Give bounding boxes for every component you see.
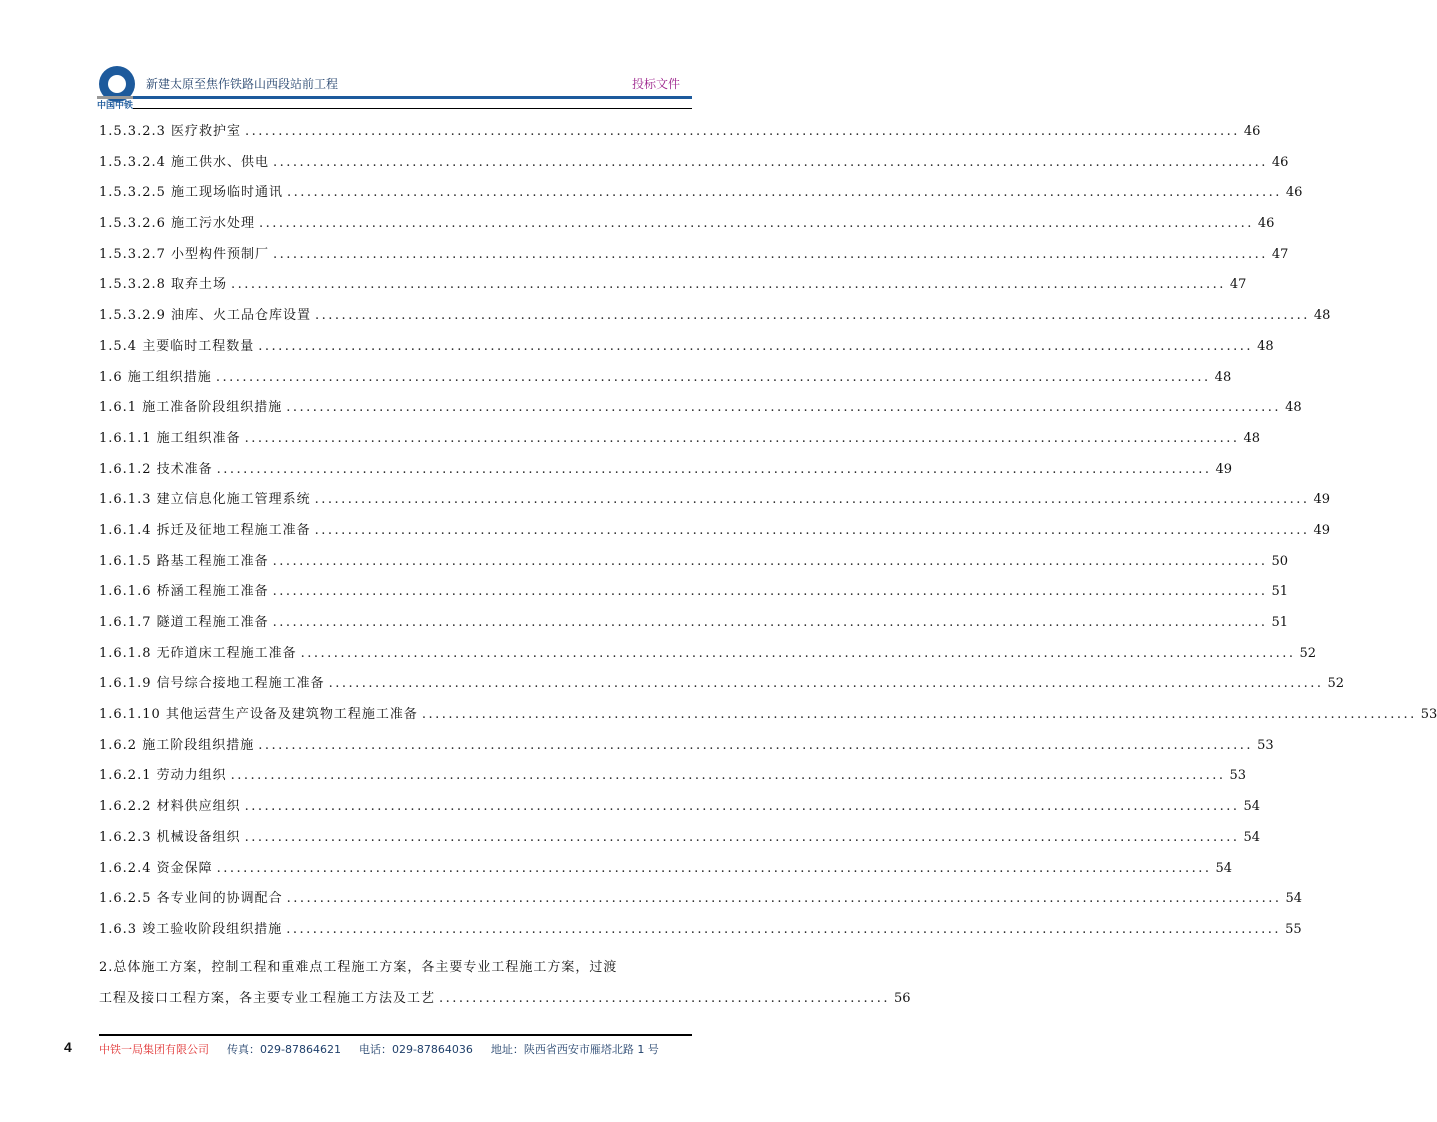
- table-of-contents: [99, 122, 1437, 951]
- toc-page-number: 53: [1229, 768, 1247, 784]
- toc-leader-dots: ......................................................................................................................................................: [230, 768, 1226, 784]
- footer-fax: 传真：029-87864621: [227, 1043, 341, 1056]
- toc-entry[interactable]: [99, 920, 1302, 951]
- toc-page-number: 49: [1313, 522, 1331, 538]
- footer-phone: 电话：029-87864036: [358, 1043, 473, 1056]
- toc-leader-dots: ......................................................................................................................................................: [231, 277, 1226, 293]
- toc-entry-title: 1.6.1.9 信号综合接地工程施工准备: [99, 676, 325, 692]
- toc-page-number: 48: [1257, 338, 1274, 354]
- toc-entry[interactable]: [99, 582, 1289, 613]
- toc-page-number: 49: [1313, 492, 1331, 508]
- toc-entry-title: 1.6.2.4 资金保障: [99, 860, 213, 876]
- toc-leader-dots: ......................................................................................................................................................: [272, 553, 1268, 569]
- page-number: 4: [64, 1039, 72, 1055]
- toc-entry-title: 1.6.1.5 路基工程施工准备: [99, 553, 269, 569]
- toc-leader-dots: ......................................................................................................................................................: [273, 154, 1268, 170]
- toc-entry-title: 1.5.3.2.6 施工污水处理: [99, 216, 256, 232]
- toc-page-number: 47: [1229, 277, 1247, 293]
- toc-leader-dots: ......................................................................................................................................................: [287, 185, 1282, 201]
- toc-entry[interactable]: [99, 398, 1302, 429]
- toc-entry[interactable]: [99, 245, 1289, 276]
- toc-entry-title: 1.5.3.2.9 油库、火工品仓库设置: [99, 308, 312, 324]
- toc-entry[interactable]: [99, 828, 1261, 859]
- toc-entry-title: 1.6.3 竣工验收阶段组织措施: [99, 921, 283, 937]
- toc-page-number: 48: [1313, 308, 1331, 324]
- toc-leader-dots: ......................................................................................................................................................: [314, 522, 1310, 538]
- toc-leader-dots: ......................................................................................................................................................: [286, 891, 1282, 907]
- toc-entry-title: 1.6 施工组织措施: [99, 369, 212, 385]
- toc-page-number: 56: [894, 991, 911, 1006]
- toc-page-number: 46: [1285, 185, 1303, 201]
- toc-entry-title: 1.6.1.4 拆迁及征地工程施工准备: [99, 522, 311, 538]
- toc-entry-title: 1.5.3.2.4 施工供水、供电: [99, 154, 270, 170]
- toc-leader-dots: ......................................................................................................................................................: [216, 860, 1212, 876]
- toc-leader-dots: ....................................................................: [439, 991, 891, 1006]
- toc-entry-title: 1.5.3.2.7 小型构件预制厂: [99, 246, 270, 262]
- toc-page-number: 48: [1214, 369, 1232, 385]
- toc-entry-title: 1.6.1.6 桥涵工程施工准备: [99, 584, 269, 600]
- logo-text: 中国中铁: [97, 101, 134, 111]
- toc-page-number: 48: [1243, 430, 1261, 446]
- toc-page-number: 54: [1243, 829, 1261, 845]
- toc-leader-dots: ......................................................................................................................................................: [258, 737, 1254, 753]
- toc-page-number: 53: [1420, 707, 1437, 723]
- toc-entry-title: 1.6.1.1 施工组织准备: [99, 430, 241, 446]
- toc-entry-title: 1.5.3.2.3 医疗救护室: [99, 124, 242, 139]
- toc-leader-dots: ......................................................................................................................................................: [215, 369, 1211, 385]
- toc-leader-dots: ......................................................................................................................................................: [244, 799, 1240, 815]
- toc-leader-dots: ......................................................................................................................................................: [216, 461, 1212, 477]
- toc-entry-title: 1.6.2.1 劳动力组织: [99, 768, 227, 784]
- toc-page-number: 49: [1215, 461, 1233, 477]
- toc-entry[interactable]: [99, 275, 1247, 306]
- toc-leader-dots: ......................................................................................................................................................: [272, 615, 1268, 630]
- footer-divider: [99, 1034, 692, 1036]
- toc-entry[interactable]: [99, 736, 1274, 767]
- toc-entry[interactable]: [99, 337, 1274, 368]
- toc-leader-dots: ......................................................................................................................................................: [259, 216, 1254, 232]
- toc-entry[interactable]: [99, 797, 1261, 828]
- toc-entry[interactable]: [99, 183, 1303, 214]
- header-divider: [97, 96, 133, 99]
- toc-leader-dots: ......................................................................................................................................................: [421, 707, 1417, 723]
- toc-entry-title-line1: 2.总体施工方案，控制工程和重难点工程施工方案，各主要专业工程施工方案，过渡: [99, 960, 618, 975]
- toc-leader-dots: ......................................................................................................................................................: [245, 124, 1240, 139]
- toc-page-number: 48: [1285, 400, 1302, 416]
- toc-page-number: 54: [1215, 860, 1233, 876]
- toc-entry-title: 1.5.3.2.8 取弃土场: [99, 277, 228, 293]
- header-doc-type: 投标文件: [631, 77, 680, 91]
- toc-page-number: 53: [1257, 737, 1274, 753]
- toc-leader-dots: ......................................................................................................................................................: [244, 430, 1240, 446]
- toc-entry[interactable]: [99, 705, 1437, 736]
- toc-entry[interactable]: [99, 521, 1331, 552]
- toc-page-number: 54: [1285, 891, 1303, 907]
- toc-entry-title-line2: 工程及接口工程方案，各主要专业工程施工方法及工艺: [99, 991, 436, 1006]
- toc-leader-dots: ......................................................................................................................................................: [272, 584, 1268, 600]
- footer-address: 地址：陕西省西安市雁塔北路 1 号: [490, 1043, 659, 1056]
- toc-page-number: 47: [1271, 246, 1289, 262]
- toc-leader-dots: ......................................................................................................................................................: [300, 645, 1296, 661]
- toc-leader-dots: ......................................................................................................................................................: [273, 246, 1268, 262]
- footer: [99, 1041, 659, 1057]
- toc-page-number: 46: [1257, 216, 1275, 232]
- toc-leader-dots: ......................................................................................................................................................: [315, 308, 1310, 324]
- toc-page-number: 52: [1327, 676, 1345, 692]
- toc-entry[interactable]: [99, 429, 1261, 460]
- toc-entry-title: 1.6.2.3 机械设备组织: [99, 829, 241, 845]
- toc-entry[interactable]: [99, 644, 1317, 675]
- toc-entry-title: 1.6.1.8 无砟道床工程施工准备: [99, 645, 297, 661]
- toc-entry[interactable]: [99, 490, 1331, 521]
- header-project-title: 新建太原至焦作铁路山西段站前工程: [146, 77, 339, 91]
- toc-leader-dots: ......................................................................................................................................................: [258, 338, 1254, 354]
- header-divider: [133, 108, 692, 109]
- toc-leader-dots: ......................................................................................................................................................: [286, 400, 1282, 416]
- toc-leader-dots: ......................................................................................................................................................: [328, 676, 1324, 692]
- toc-entry[interactable]: [99, 766, 1247, 797]
- toc-entry-title: 1.5.3.2.5 施工现场临时通讯: [99, 185, 284, 201]
- toc-entry[interactable]: [99, 859, 1233, 890]
- toc-entry[interactable]: [99, 153, 1289, 184]
- toc-entry[interactable]: [99, 889, 1303, 920]
- toc-leader-dots: ......................................................................................................................................................: [314, 492, 1310, 508]
- toc-entry-title: 1.6.1.3 建立信息化施工管理系统: [99, 492, 311, 508]
- toc-entry-title: 1.6.2 施工阶段组织措施: [99, 737, 255, 753]
- toc-entry[interactable]: [99, 306, 1331, 337]
- toc-entry[interactable]: [99, 613, 1289, 644]
- toc-entry-title: 1.5.4 主要临时工程数量: [99, 338, 255, 354]
- toc-page-number: 46: [1271, 154, 1289, 170]
- footer-company: 中铁一局集团有限公司: [99, 1043, 209, 1056]
- toc-entry-title: 1.6.1.2 技术准备: [99, 461, 213, 477]
- toc-entry-title: 1.6.2.5 各专业间的协调配合: [99, 891, 283, 907]
- toc-leader-dots: ......................................................................................................................................................: [286, 921, 1282, 937]
- toc-entry-title: 1.6.1.10 其他运营生产设备及建筑物工程施工准备: [99, 707, 418, 723]
- toc-entry-long[interactable]: [99, 952, 911, 1014]
- toc-page-number: 46: [1243, 124, 1261, 139]
- toc-entry[interactable]: [99, 460, 1233, 491]
- toc-entry-title: 1.6.2.2 材料供应组织: [99, 799, 241, 815]
- toc-entry[interactable]: [99, 674, 1345, 705]
- toc-leader-dots: ......................................................................................................................................................: [244, 829, 1240, 845]
- toc-page-number: 51: [1271, 615, 1289, 630]
- toc-entry[interactable]: [99, 122, 1261, 153]
- toc-page-number: 52: [1299, 645, 1317, 661]
- toc-entry[interactable]: [99, 552, 1289, 583]
- toc-entry[interactable]: [99, 214, 1275, 245]
- toc-page-number: 55: [1285, 921, 1302, 937]
- toc-page-number: 54: [1243, 799, 1261, 815]
- toc-page-number: 51: [1271, 584, 1289, 600]
- toc-page-number: 50: [1271, 553, 1289, 569]
- header-divider: [133, 96, 692, 99]
- toc-entry-title: 1.6.1 施工准备阶段组织措施: [99, 400, 283, 416]
- toc-entry-title: 1.6.1.7 隧道工程施工准备: [99, 615, 269, 630]
- toc-entry[interactable]: [99, 368, 1232, 399]
